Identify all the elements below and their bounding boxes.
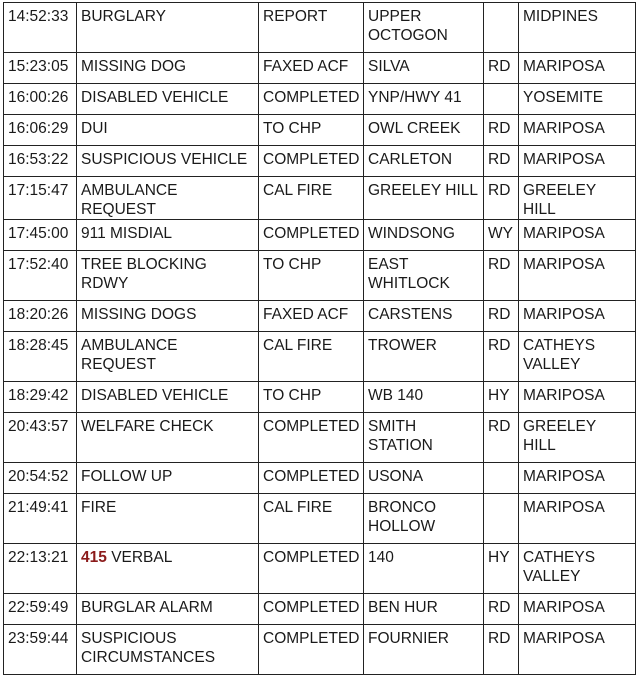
- street-suffix-cell: RD: [484, 413, 519, 463]
- call-type-label: FIRE: [81, 499, 117, 516]
- table-row: [4, 463, 636, 494]
- area-cell: MARIPOSA: [519, 494, 636, 544]
- table-row: [4, 301, 636, 332]
- street-suffix-cell: [484, 494, 519, 544]
- area-cell: MARIPOSA: [519, 53, 636, 84]
- table-row: [4, 84, 636, 115]
- disposition-cell: COMPLETED: [259, 625, 364, 675]
- call-type-cell: [77, 53, 259, 84]
- disposition-cell: COMPLETED: [259, 146, 364, 177]
- disposition-cell: COMPLETED: [259, 594, 364, 625]
- location-cell: WINDSONG: [364, 220, 484, 251]
- area-cell: GREELEY HILL: [519, 177, 636, 220]
- disposition-cell: TO CHP: [259, 115, 364, 146]
- disposition-cell: COMPLETED: [259, 413, 364, 463]
- disposition-cell: FAXED ACF: [259, 53, 364, 84]
- table-row: [4, 594, 636, 625]
- call-type-cell: [77, 220, 259, 251]
- location-cell: UPPER OCTOGON: [364, 3, 484, 53]
- call-type-label: WELFARE CHECK: [81, 418, 214, 435]
- location-cell: SILVA: [364, 53, 484, 84]
- location-cell: USONA: [364, 463, 484, 494]
- table-row: [4, 413, 636, 463]
- call-time-cell: 15:23:05: [4, 53, 77, 84]
- table-row: [4, 220, 636, 251]
- call-time-cell: 18:29:42: [4, 382, 77, 413]
- disposition-cell: CAL FIRE: [259, 494, 364, 544]
- call-type-label: AMBULANCE REQUEST: [81, 182, 178, 218]
- street-suffix-cell: HY: [484, 382, 519, 413]
- street-suffix-cell: RD: [484, 625, 519, 675]
- call-type-cell: [77, 625, 259, 675]
- call-type-cell: [77, 177, 259, 220]
- table-row: [4, 115, 636, 146]
- call-type-cell: [77, 413, 259, 463]
- table-row: [4, 625, 636, 675]
- call-type-label: FOLLOW UP: [81, 468, 173, 485]
- street-suffix-cell: RD: [484, 301, 519, 332]
- street-suffix-cell: RD: [484, 594, 519, 625]
- area-cell: MARIPOSA: [519, 301, 636, 332]
- location-cell: SMITH STATION: [364, 413, 484, 463]
- call-type-label: SUSPICIOUS VEHICLE: [81, 151, 248, 168]
- call-type-cell: [77, 251, 259, 301]
- call-time-cell: 17:52:40: [4, 251, 77, 301]
- call-type-label: BURGLAR ALARM: [81, 599, 213, 616]
- call-time-cell: 14:52:33: [4, 3, 77, 53]
- call-time-cell: 23:59:44: [4, 625, 77, 675]
- disposition-cell: TO CHP: [259, 382, 364, 413]
- call-type-label: MISSING DOGS: [81, 306, 197, 323]
- area-cell: YOSEMITE: [519, 84, 636, 115]
- table-row: [4, 332, 636, 382]
- call-time-cell: 17:45:00: [4, 220, 77, 251]
- call-time-cell: 22:13:21: [4, 544, 77, 594]
- call-time-cell: 16:53:22: [4, 146, 77, 177]
- call-time-cell: 18:28:45: [4, 332, 77, 382]
- area-cell: MARIPOSA: [519, 251, 636, 301]
- call-type-cell: [77, 382, 259, 413]
- area-cell: MARIPOSA: [519, 625, 636, 675]
- disposition-cell: COMPLETED: [259, 463, 364, 494]
- area-cell: CATHEYS VALLEY: [519, 544, 636, 594]
- location-cell: WB 140: [364, 382, 484, 413]
- table-row: [4, 382, 636, 413]
- call-time-cell: 20:54:52: [4, 463, 77, 494]
- street-suffix-cell: RD: [484, 146, 519, 177]
- dispatch-log-body: [4, 3, 636, 675]
- disposition-cell: COMPLETED: [259, 544, 364, 594]
- location-cell: CARLETON: [364, 146, 484, 177]
- street-suffix-cell: RD: [484, 177, 519, 220]
- location-cell: YNP/HWY 41: [364, 84, 484, 115]
- disposition-cell: CAL FIRE: [259, 177, 364, 220]
- call-time-cell: 21:49:41: [4, 494, 77, 544]
- location-cell: 140: [364, 544, 484, 594]
- area-cell: MIDPINES: [519, 3, 636, 53]
- call-type-cell: [77, 3, 259, 53]
- table-row: [4, 544, 636, 594]
- call-time-cell: 22:59:49: [4, 594, 77, 625]
- call-type-label: DISABLED VEHICLE: [81, 387, 229, 404]
- table-row: [4, 53, 636, 84]
- disposition-cell: FAXED ACF: [259, 301, 364, 332]
- location-cell: EAST WHITLOCK: [364, 251, 484, 301]
- call-type-cell: [77, 301, 259, 332]
- call-time-cell: 18:20:26: [4, 301, 77, 332]
- location-cell: BRONCO HOLLOW: [364, 494, 484, 544]
- table-row: [4, 146, 636, 177]
- street-suffix-cell: WY: [484, 220, 519, 251]
- call-type-label: 911 MISDIAL: [81, 225, 173, 242]
- call-type-label: DUI: [81, 120, 108, 137]
- street-suffix-cell: [484, 463, 519, 494]
- call-type-cell: [77, 494, 259, 544]
- area-cell: CATHEYS VALLEY: [519, 332, 636, 382]
- area-cell: MARIPOSA: [519, 146, 636, 177]
- disposition-cell: COMPLETED: [259, 220, 364, 251]
- call-type-label: DISABLED VEHICLE: [81, 89, 229, 106]
- disposition-cell: REPORT: [259, 3, 364, 53]
- call-type-cell: [77, 463, 259, 494]
- call-type-cell: [77, 594, 259, 625]
- location-cell: TROWER: [364, 332, 484, 382]
- location-cell: BEN HUR: [364, 594, 484, 625]
- location-cell: FOURNIER: [364, 625, 484, 675]
- call-type-label: AMBULANCE REQUEST: [81, 337, 178, 373]
- call-type-cell: [77, 332, 259, 382]
- area-cell: MARIPOSA: [519, 382, 636, 413]
- area-cell: MARIPOSA: [519, 594, 636, 625]
- disposition-cell: COMPLETED: [259, 84, 364, 115]
- street-suffix-cell: [484, 3, 519, 53]
- table-row: [4, 251, 636, 301]
- call-time-cell: 17:15:47: [4, 177, 77, 220]
- street-suffix-cell: RD: [484, 332, 519, 382]
- table-row: [4, 3, 636, 53]
- call-type-label: MISSING DOG: [81, 58, 187, 75]
- call-type-cell: [77, 544, 259, 594]
- call-type-cell: [77, 115, 259, 146]
- area-cell: MARIPOSA: [519, 220, 636, 251]
- street-suffix-cell: RD: [484, 115, 519, 146]
- table-row: [4, 177, 636, 220]
- dispatch-log-table: [3, 2, 636, 675]
- disposition-cell: TO CHP: [259, 251, 364, 301]
- call-type-cell: [77, 146, 259, 177]
- area-cell: MARIPOSA: [519, 115, 636, 146]
- table-row: [4, 494, 636, 544]
- street-suffix-cell: [484, 84, 519, 115]
- area-cell: MARIPOSA: [519, 463, 636, 494]
- street-suffix-cell: HY: [484, 544, 519, 594]
- call-type-label: SUSPICIOUS CIRCUMSTANCES: [81, 630, 216, 666]
- call-type-label: TREE BLOCKING RDWY: [81, 256, 207, 292]
- call-time-cell: 20:43:57: [4, 413, 77, 463]
- street-suffix-cell: RD: [484, 53, 519, 84]
- call-time-cell: 16:00:26: [4, 84, 77, 115]
- location-cell: GREELEY HILL: [364, 177, 484, 220]
- disposition-cell: CAL FIRE: [259, 332, 364, 382]
- street-suffix-cell: RD: [484, 251, 519, 301]
- call-type-cell: [77, 84, 259, 115]
- call-code: 415: [81, 549, 107, 566]
- location-cell: CARSTENS: [364, 301, 484, 332]
- area-cell: GREELEY HILL: [519, 413, 636, 463]
- call-type-label: BURGLARY: [81, 8, 166, 25]
- location-cell: OWL CREEK: [364, 115, 484, 146]
- call-time-cell: 16:06:29: [4, 115, 77, 146]
- call-type-label: VERBAL: [111, 549, 173, 566]
